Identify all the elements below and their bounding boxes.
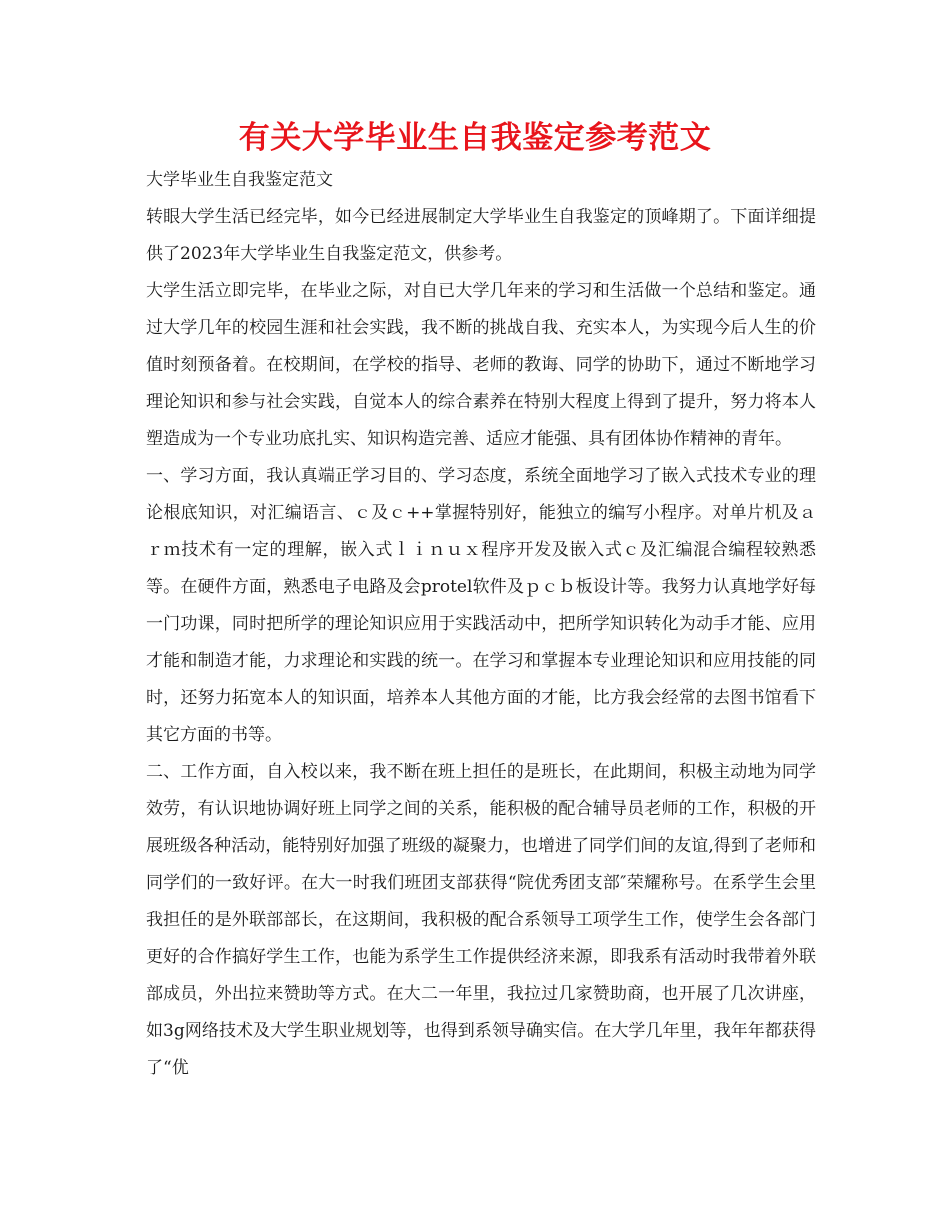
paragraph-summary: 大学生活立即完毕，在毕业之际，对自已大学几年来的学习和生活做一个总结和鉴定。通过大学几年的校园生涯和社会实践，我不断的挑战自我、充实本人，为实现今后人生的价值时刻预备着。在校期间，在学校的指导、老师的教诲、同学的协助下，通过不断地学习理论知识和参与社会实践，自觉本人的综合素养在特别大程度上得到了提升，努力将本人塑造成为一个专业功底扎实、知识构造完善、适应才能强、具有团体协作精神的青年。 [146, 281, 816, 449]
paragraph-study: 一、学习方面，我认真端正学习目的、学习态度，系统全面地学习了嵌入式技术专业的理论根底知识，对汇编语言、ｃ及ｃ++掌握特别好，能独立的编写小程序。对单片机及ａｒｍ技术有一定的理解，嵌入式ｌｉｎｕｘ程序开发及嵌入式ｃ及汇编混合编程较熟悉等。在硬件方面，熟悉电子电路及会protel软件及ｐｃｂ板设计等。我努力认真地学好每一门功课，同时把所学的理论知识应用于实践活动中，把所学知识转化为动手才能、应用才能和制造才能，力求理论和实践的统一。在学习和掌握本专业理论知识和应用技能的同时，还努力拓宽本人的知识面，培养本人其他方面的才能，比方我会经常的去图书馆看下其它方面的书等。 [146, 466, 816, 745]
document-body [146, 162, 816, 1087]
paragraph-work: 二、工作方面，自入校以来，我不断在班上担任的是班长，在此期间，积极主动地为同学效劳，有认识地协调好班上同学之间的关系，能积极的配合辅导员老师的工作，积极的开展班级各种活动，能特别好加强了班级的凝聚力，也增进了同学们间的友谊,得到了老师和同学们的一致好评。在大一时我们班团支部获得“院优秀团支部″荣耀称号。在系学生会里我担任的是外联部部长，在这期间，我积极的配合系领导工项学生工作，使学生会各部门更好的合作搞好学生工作，也能为系学生工作提供经济来源，即我系有活动时我带着外联部成员，外出拉来赞助等方式。在大二一年里，我拉过几家赞助商，也开展了几次讲座，如3g网络技术及大学生职业规划等，也得到系领导确实信。在大学几年里，我年年都获得了“优 [146, 762, 816, 1078]
document-subtitle: 大学毕业生自我鉴定范文 [146, 170, 333, 190]
paragraph-intro: 转眼大学生活已经完毕，如今已经进展制定大学毕业生自我鉴定的顶峰期了。下面详细提供了2023年大学毕业生自我鉴定范文，供参考。 [146, 207, 816, 264]
document-title: 有关大学毕业生自我鉴定参考范文 [238, 120, 712, 156]
